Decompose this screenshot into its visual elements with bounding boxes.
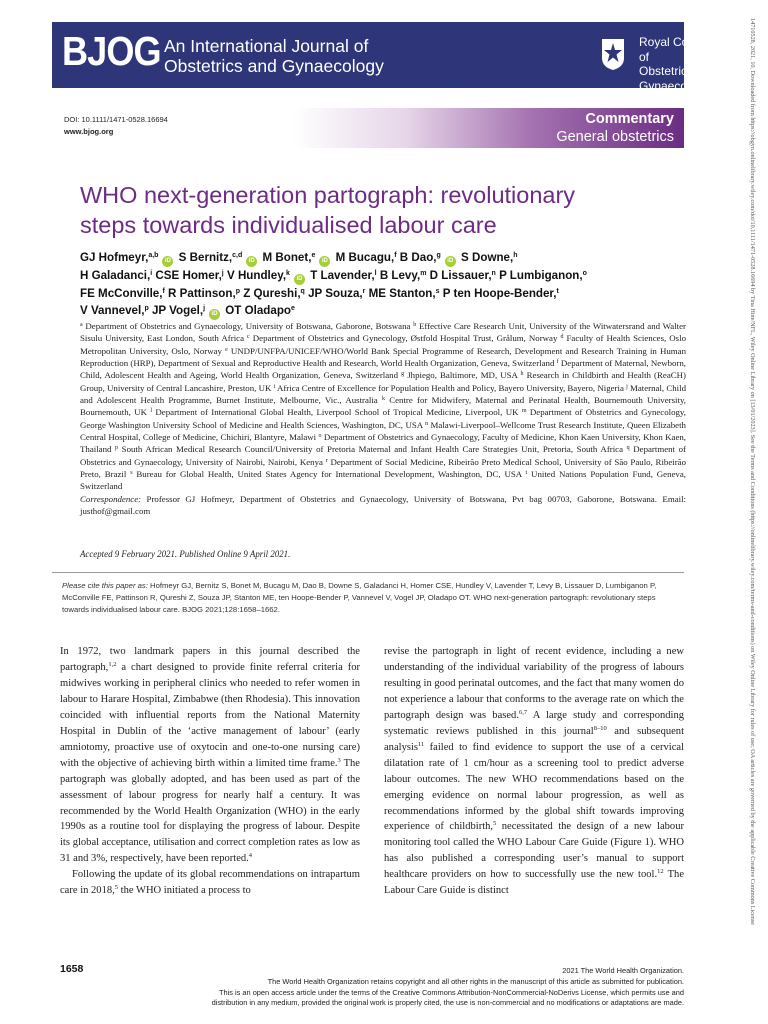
affiliation-marker: e (225, 346, 228, 353)
author-affiliation-marker: p (235, 288, 240, 295)
author-affiliation-marker: q (300, 288, 305, 295)
affiliation-marker: h (520, 371, 524, 378)
author-name: S Downe, (461, 251, 514, 264)
affiliation-text: Department of Maternal, Newborn, Child, Adolescent Health and Ageing, World Health Organization, Geneva, Switzerland (80, 358, 686, 381)
orcid-icon[interactable]: iD (294, 274, 305, 285)
article-title: WHO next-generation partograph: revolutionary steps towards individualised labour care (80, 182, 576, 238)
affiliation-text: Jhpiego, Baltimore, MD, USA (404, 370, 521, 381)
affiliation-text: Faculty of Health Sciences, Oslo Metropolitan University, Oslo, Norway (80, 333, 686, 356)
author-affiliation-marker: k (286, 270, 290, 277)
affiliation-text: Department of Obstetrics and Gynecology, George Washington University School of Medicine and Health Sciences, Washington, DC, USA (80, 407, 686, 430)
affiliation-marker: r (325, 457, 328, 464)
author-affiliation-marker: t (556, 288, 559, 295)
affiliations (80, 320, 686, 518)
author-affiliation-marker: e (290, 305, 295, 312)
author-affiliation-marker: p (144, 305, 149, 312)
page-number: 1658 (60, 963, 84, 975)
article-meta-band (52, 108, 684, 148)
divider (52, 572, 684, 573)
author-name: M Bucagu, (335, 251, 395, 264)
journal-logo: BJOG (62, 28, 161, 74)
affiliation-marker: f (556, 359, 559, 366)
author-affiliation-marker: o (582, 270, 587, 277)
author-affiliation-marker: h (513, 252, 518, 259)
article-type: Commentary (585, 111, 674, 127)
affiliation-text: UNDP/UNFPA/UNICEF/WHO/World Bank Special Programme of Research, Development and Research Training in Human Reproduction (HRP), Department of Sexual and Reproductive Health and Research, World Health Organization, Geneva, Switzerland (80, 345, 686, 369)
author-affiliation-marker: j (221, 270, 224, 277)
body-paragraph: In 1972, two landmark papers in this journal described the partograph,$^{1,2}$ a chart designed to provide finite referral criteria for midwives working in peripheral clinics who needed to refer women in labour to Harare Hospital, Zimbabwe (then Rhodesia). This innovation coincided with influential reports from the National Maternity Hospital in Dublin of the ‘active management of labour’ (early amniotomy, proactive use of oxytocin and one-to-one nursing care) with the objective of achieving birth within a limited time frame.$^3$ The partograph was globally adopted, and has been used as part of the assessment of labour progress for nearly half a century. It was recommended by the World Health Organization (WHO) in the early 1990s as a routine tool for displaying the progress of labour. Despite its global acceptance, utilisation and correct completion rates as low as 31 and 3%, respectively, have been reported.$^4$ (60, 646, 360, 865)
affiliation-text: Department of Obstetrics and Gynaecology, Faculty of Medicine, Khon Kaen University, Khon Kaen, Thailand (80, 432, 686, 455)
affiliation-list (80, 321, 686, 491)
author-name: V Vannevel, (80, 304, 145, 317)
affiliation-marker: p (115, 445, 119, 452)
affiliation-text: Department of Obstetrics and Gynaecology, University of Botswana, Gaborone, Botswana (82, 321, 414, 331)
affiliation-text: Research in Childbirth and Health (ReaCH) Group, University of Central Lancashire, Preston, UK (80, 370, 686, 393)
reference-marker[interactable]: 4 (248, 852, 253, 860)
reference-marker[interactable]: 5 (493, 820, 497, 828)
author-affiliation-marker: l (374, 270, 377, 277)
affiliation-marker: i (273, 383, 276, 390)
affiliation-text: Effective Care Research Unit, University of the Witwatersrand and Walter Sisulu University, East London, South Africa (80, 321, 686, 344)
journal-masthead (52, 22, 722, 93)
author-affiliation-marker: n (491, 270, 496, 277)
journal-title: An International Journal of Obstetrics and Gynaecology (164, 36, 384, 76)
orcid-icon[interactable]: iD (162, 256, 173, 267)
reference-marker[interactable]: 8–10 (593, 724, 607, 732)
affiliation-marker: l (150, 408, 153, 415)
affiliation-text: Maternal, Child and Adolescent Health Programme, Burnet Institute, Melbourne, Vic., Australia (80, 382, 686, 406)
body-column-left (60, 644, 360, 899)
affiliation-marker: a (80, 322, 83, 328)
affiliation-text: Bureau for Global Health, United States Agency for International Development, Washington, DC, USA (132, 469, 526, 480)
affiliation-marker: s (130, 470, 133, 477)
doi[interactable]: DOI: 10.1111/1471-0528.16694 (64, 115, 168, 124)
website-link[interactable]: www.bjog.org (64, 127, 114, 136)
author-affiliation-marker: f (394, 252, 397, 259)
rcog-name: Royal College of Obstetricians & Gynaecologists (639, 35, 722, 93)
body-column-right (384, 644, 684, 899)
affiliation-marker: m (521, 408, 527, 415)
author-affiliation-marker: s (435, 288, 440, 295)
affiliation-marker: b (413, 322, 417, 328)
author-affiliation-marker: g (436, 252, 441, 259)
author-name: FE McConville, (80, 287, 163, 300)
body-paragraph: revise the partograph in light of recent evidence, including a new understanding of the individual variability of the progress of labours resulting in good perinatal outcomes, and the fact that many women do not experience a labour that conforms to the average rate on which the partograph design was based.$^{6,7}$ A large study and corresponding systematic reviews published in this journal$^{8-10}$ and subsequent analysis$^{11}$ failed to find evidence to support the use of a cervical dilatation rate of 1 cm/hour as a screening tool to predict adverse labour outcomes. The new WHO recommendations based on the emerging evidence on normal labour progression, as well as recommendations informed by the global shift towards improving experience of childbirth,$^5$ necessitated the design of a new labour monitoring tool called the WHO Labour Care Guide (Figure 1). WHO has also published a corresponding user’s manual to support healthcare providers on how to successfully use the new tool.$^{12}$ The Labour Care Guide is distinct (384, 646, 684, 897)
reference-marker[interactable]: 6,7 (518, 708, 528, 716)
citation-text: Hofmeyr GJ, Bernitz S, Bonet M, Bucagu M, Dao B, Downe S, Galadanci H, Homer CSE, Hundley V, Lavender T, Levy B, Lissauer D, Lumbiganon P, McConville FE, Pattinson R, Qureshi Z, Souza JP, Stanton ME, ten Hoope-Bender P, Vannevel V, Vogel JP, Oladapo OT. WHO next-generation partograph: revolutionary steps towards individualised labour care. BJOG 2021;128:1658–1662. (62, 581, 657, 615)
affiliation-marker: o (318, 433, 322, 440)
body-paragraph: Following the update of its global recommendations on intrapartum care in 2018,$^5$ the WHO initiated a process to (60, 869, 360, 897)
affiliation-marker: g (401, 371, 405, 378)
affiliation-text: Malawi-Liverpool–Wellcome Trust Research Institute, Queen Elizabeth Central Hospital, College of Medicine, Chichiri, Blantyre, Malawi (80, 419, 686, 443)
orcid-icon[interactable]: iD (246, 256, 257, 267)
affiliation-text: Department of Obstetrics and Gynecology, Østfold Hospital Trust, Grålum, Norway (249, 333, 561, 344)
reference-marker[interactable]: 5 (114, 884, 119, 892)
affiliation-marker: k (381, 396, 385, 403)
author-name: Z Qureshi, (243, 287, 301, 300)
correspondence: Correspondence: Professor GJ Hofmeyr, Department of Obstetrics and Gynaecology, University of Botswana, Pvt bag 00703, Gaborone, Botswana. Email: justhof@gmail.com (80, 493, 686, 517)
author-name: B Levy, (379, 269, 421, 282)
affiliation-marker: d (560, 334, 564, 341)
affiliation-marker: q (626, 445, 630, 452)
author-name: P ten Hoope-Bender, (442, 287, 557, 300)
author-affiliation-marker: f (162, 288, 165, 295)
author-name: OT Oladapo (225, 304, 291, 317)
affiliation-marker: n (425, 420, 429, 427)
author-name: M Bonet, (262, 251, 312, 264)
affiliation-text: Centre for Midwifery, Maternal and Perinatal Health, Bournemouth University, Bournemouth, UK (80, 395, 686, 418)
reference-marker[interactable]: 1,2 (108, 660, 117, 668)
reference-marker[interactable]: 11 (417, 740, 425, 748)
author-name: JP Vogel, (151, 304, 204, 317)
reference-marker[interactable]: 3 (337, 756, 341, 764)
affiliation-marker: j (626, 383, 628, 390)
author-affiliation-marker: j (203, 305, 206, 312)
publication-dates: Accepted 9 February 2021. Published Online 9 April 2021. (80, 549, 291, 559)
affiliation-marker: c (247, 334, 250, 341)
author-name: CSE Homer, (155, 269, 222, 282)
author-affiliation-marker: e (311, 252, 316, 259)
author-affiliation-marker: c,d (232, 252, 243, 259)
affiliation-text: Africa Centre of Excellence for Population Health and Policy, Bayero University, Bayero, Nigeria (275, 382, 627, 393)
author-name: S Bernitz, (178, 251, 233, 264)
affiliation-text: South African Medical Research Council/University of Pretoria Maternal and Infant Health Care Strategies Unit, Pretoria, South Africa (118, 444, 627, 455)
author-name: GJ Hofmeyr, (80, 251, 149, 264)
author-name: T Lavender, (310, 269, 375, 282)
author-name: V Hundley, (226, 269, 287, 282)
author-affiliation-marker: m (420, 270, 427, 277)
orcid-icon[interactable]: iD (209, 309, 220, 320)
author-name: D Lissauer, (429, 269, 492, 282)
star-shield-icon (601, 38, 625, 71)
affiliation-text: Department of Obstetrics and Gynaecology, University of Nairobi, Nairobi, Kenya (80, 444, 686, 467)
affiliation-text: Department of International Global Health, Liverpool School of Tropical Medicine, Liverpool, UK (152, 407, 522, 418)
reference-marker[interactable]: 12 (657, 868, 664, 876)
author-name: ME Stanton, (368, 287, 436, 300)
affiliation-text: United Nations Population Fund, Geneva, Switzerland (80, 469, 686, 492)
citation-label: Please cite this paper as: (62, 581, 148, 590)
author-name: H Galadanci, (80, 269, 151, 282)
author-name: P Lumbiganon, (499, 269, 583, 282)
author-name: JP Souza, (308, 287, 363, 300)
download-notice: 14710528, 2021, 10, Downloaded from https://obgyn.onlinelibrary.wiley.com/doi/10.1111/1471-0528.16694 by Tina Hine/NFL, Wiley Online Library on [13/01/2023]. See the Terms and Conditions (https://onlinelibrary.wiley.com/terms-and-conditions) on Wiley Online Library for rules of use; OA articles are governed by the applicable Creative Commons License (749, 18, 756, 926)
author-affiliation-marker: r (362, 288, 366, 295)
orcid-icon[interactable]: iD (445, 256, 456, 267)
section-label (556, 110, 674, 146)
doi-block (64, 114, 168, 138)
citation-block (62, 580, 678, 616)
author-name: B Dao, (399, 251, 437, 264)
affiliation-marker: t (525, 470, 528, 477)
author-affiliation-marker: i (150, 270, 153, 277)
author-name: R Pattinson, (168, 287, 236, 300)
license-footer: 2021 The World Health Organization. The World Health Organization retains copyright and all other rights in the manuscript of this article as submitted for publication. This is an open access article under the terms of the Creative Commons Attribution-NonCommercial-NoDerivs License, which permits use and distribution in any medium, provided the original work is properly cited, the use is non-commercial and no modifications or adaptations are made. (211, 966, 684, 1008)
affiliation-text: Department of Social Medicine, Ribeirão Preto Medical School, University of São Paulo, Ribeirão Preto, Brazil (80, 456, 686, 480)
article-section: General obstetrics (556, 129, 674, 145)
author-list (80, 249, 690, 320)
author-affiliation-marker: a,b (148, 252, 159, 259)
orcid-icon[interactable]: iD (319, 256, 330, 267)
